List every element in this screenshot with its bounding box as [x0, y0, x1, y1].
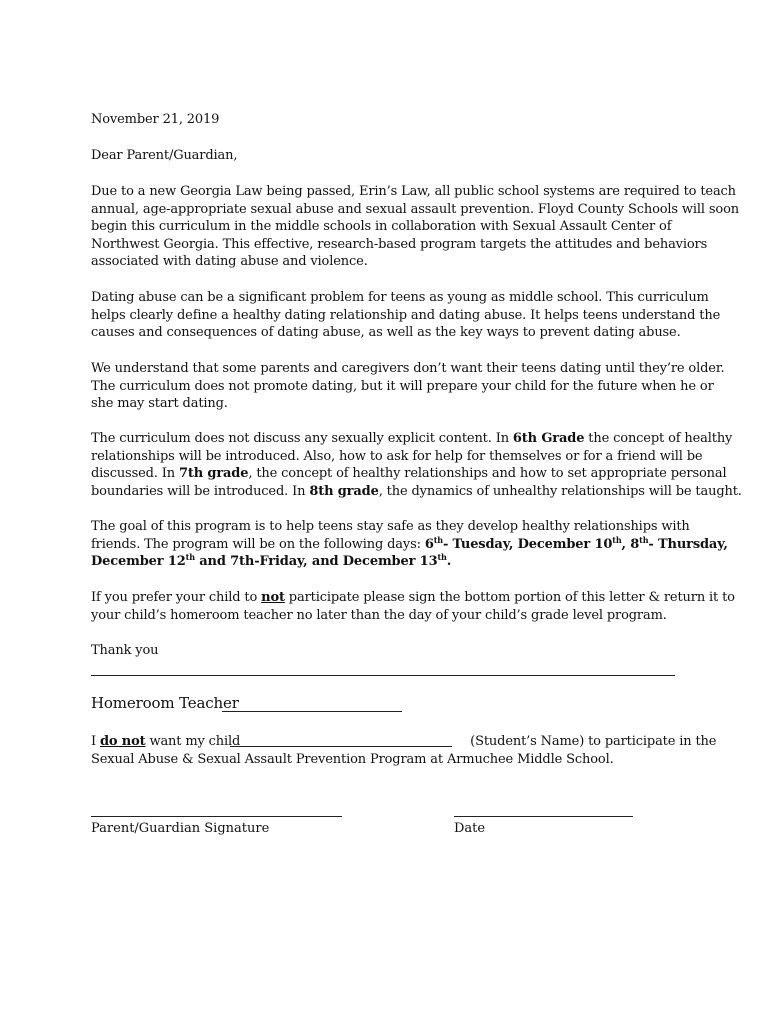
cut-line: [91, 675, 675, 676]
paragraph-line: [91, 430, 733, 448]
paragraph-line: [91, 733, 717, 751]
date-text: November 21, 2019: [91, 112, 220, 127]
homeroom-teacher-label: Homeroom Teacher: [91, 694, 239, 712]
ordinal-suffix: th: [437, 552, 447, 563]
paragraph-line: [91, 553, 691, 571]
paragraph-line: [91, 483, 742, 501]
homeroom-teacher-row: [91, 695, 691, 713]
paragraph-line: [91, 465, 727, 483]
text-run: 6: [424, 536, 434, 552]
paragraph-program-days: [91, 518, 728, 571]
not-emphasis: not: [261, 590, 285, 605]
paragraph-line: We understand that some parents and caregivers don’t want their teens dating until they’re older.: [91, 361, 725, 376]
paragraph-line: annual, age-appropriate sexual abuse and sexual assault prevention. Floyd County Schools will soon: [91, 201, 740, 217]
paragraph-line: Sexual Abuse & Sexual Assault Prevention Program at Armuchee Middle School.: [91, 751, 614, 767]
student-name-field[interactable]: [230, 746, 452, 747]
signature-line[interactable]: [91, 816, 342, 817]
ordinal-suffix: th: [612, 534, 622, 545]
text-run: the concept of healthy: [584, 431, 733, 446]
text-run: December 12: [91, 554, 186, 570]
paragraph-line: The curriculum does not promote dating, but it will prepare your child for the future when he or: [91, 378, 714, 394]
paragraph-erins-law: [91, 183, 740, 271]
grade-7-label: 7th grade: [178, 466, 249, 482]
salutation-text: Dear Parent/Guardian,: [91, 148, 238, 163]
text-run: participate please sign the bottom portion of this letter & return it to: [284, 590, 735, 605]
paragraph-line: Due to a new Georgia Law being passed, Erin’s Law, all public school systems are required to teach: [91, 184, 736, 199]
grade-6-label: 6th Grade: [512, 431, 585, 446]
text-run: and 7th-Friday, and December 13: [194, 554, 438, 570]
text-run: friends. The program will be on the following days:: [91, 536, 425, 552]
date-line[interactable]: [454, 816, 633, 817]
letter-date: [91, 111, 691, 129]
paragraph-line: your child’s homeroom teacher no later than the day of your child’s grade level program.: [91, 607, 667, 623]
program-schedule-bold: [424, 534, 728, 552]
paragraph-line: The goal of this program is to help teens stay safe as they develop healthy relationships with: [91, 519, 690, 534]
closing-text: Thank you: [91, 643, 159, 658]
paragraph-line: Dating abuse can be a significant problem for teens as young as middle school. This curriculum: [91, 290, 709, 305]
paragraph-line: relationships will be introduced. Also, how to ask for help for themselves or for a friend will be: [91, 448, 703, 464]
paragraph-grade-content: [91, 430, 742, 500]
homeroom-teacher-field[interactable]: [222, 711, 402, 712]
ordinal-suffix: th: [433, 534, 443, 545]
date-label: Date: [454, 821, 486, 836]
text-run: If you prefer your child to: [91, 590, 262, 605]
paragraph-line: associated with dating abuse and violence.: [91, 254, 368, 270]
signature-label: Parent/Guardian Signature: [91, 821, 270, 836]
paragraph-line: Northwest Georgia. This effective, research-based program targets the attitudes and behaviors: [91, 236, 708, 252]
paragraph-line: [91, 534, 728, 554]
do-not-emphasis: do not: [99, 734, 146, 749]
text-run: want my child: [145, 734, 245, 749]
text-run: , the concept of healthy relationships and how to set appropriate personal: [248, 466, 727, 482]
text-run: , the dynamics of unhealthy relationships will be taught.: [378, 483, 742, 499]
paragraph-line: she may start dating.: [91, 396, 228, 412]
paragraph-line: begin this curriculum in the middle schools in collaboration with Sexual Assault Center of: [91, 219, 672, 235]
paragraph-line: causes and consequences of dating abuse, as well as the key ways to prevent dating abuse.: [91, 325, 681, 341]
text-run: (Student’s Name) to participate in the: [466, 734, 717, 749]
closing: [91, 642, 691, 660]
paragraph-line: helps clearly define a healthy dating relationship and dating abuse. It helps teens understand the: [91, 307, 721, 323]
paragraph-caregivers: [91, 360, 725, 413]
text-run: I: [91, 734, 100, 749]
text-run: , 8: [621, 536, 640, 552]
consent-statement: [91, 733, 717, 768]
text-run: - Thursday,: [648, 536, 728, 552]
program-schedule-bold: [91, 554, 451, 569]
text-run: - Tuesday, December 10: [442, 536, 613, 552]
ordinal-suffix: th: [639, 534, 649, 545]
ordinal-suffix: th: [185, 552, 195, 563]
grade-8-label: 8th grade: [309, 483, 379, 499]
text-run: discussed. In: [91, 466, 179, 482]
salutation: [91, 147, 691, 165]
paragraph-dating-abuse: [91, 289, 721, 342]
paragraph-line: [91, 589, 735, 607]
text-run: .: [446, 554, 452, 570]
text-run: The curriculum does not discuss any sexually explicit content. In: [91, 431, 513, 446]
paragraph-return-instructions: [91, 589, 735, 624]
text-run: boundaries will be introduced. In: [91, 483, 310, 499]
